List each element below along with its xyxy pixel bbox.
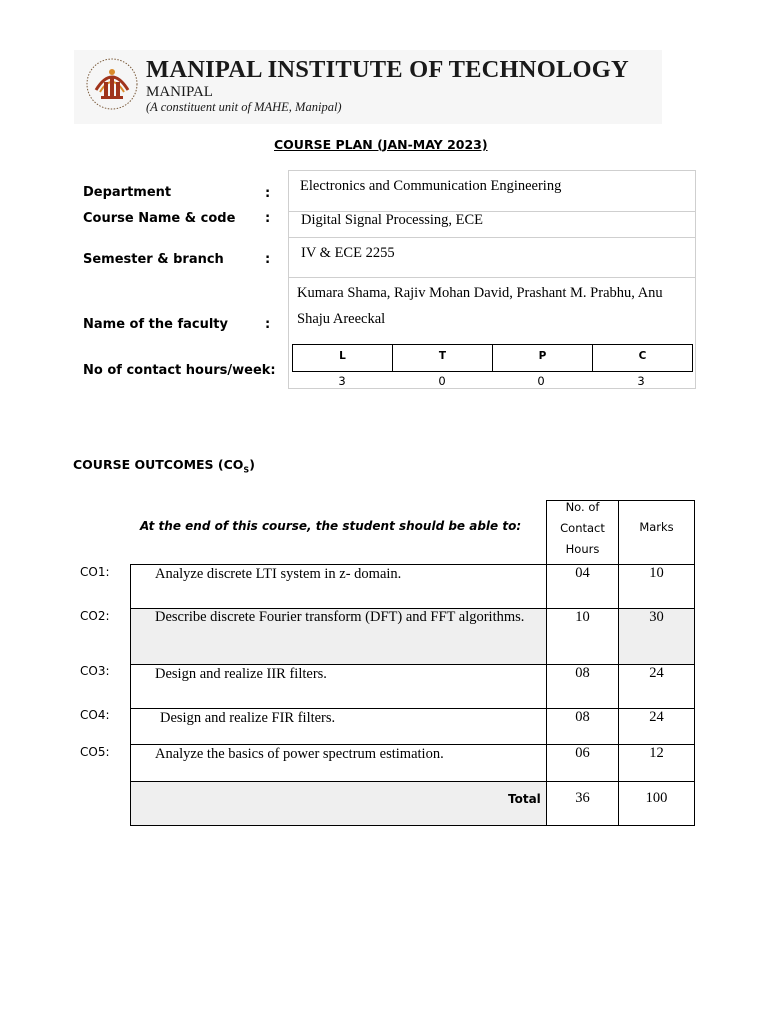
ltpc-header-t: T [393, 345, 493, 371]
semester-value: IV & ECE 2255 [301, 245, 395, 261]
total-marks: 100 [645, 790, 668, 806]
ltpc-header-c: C [638, 350, 647, 362]
colon: : [265, 252, 271, 267]
total-label: Total [508, 792, 541, 806]
ltpc-value-t: 0 [438, 374, 446, 388]
table-border [694, 500, 695, 826]
institution-name: MANIPAL INSTITUTE OF TECHNOLOGY [146, 56, 629, 83]
table-border [130, 564, 131, 826]
total-hours: 36 [575, 790, 590, 806]
course-value: Digital Signal Processing, ECE [301, 212, 484, 228]
course-plan-title: COURSE PLAN (JAN-MAY 2023) [274, 137, 488, 152]
co-id: CO3: [80, 664, 110, 678]
co-marks: 12 [649, 745, 664, 761]
table-border [618, 500, 619, 826]
co-id: CO5: [80, 745, 110, 759]
ltpc-header-p: P [493, 345, 593, 371]
co-id: CO2: [80, 609, 110, 623]
contact-hours-label: No of contact hours/week: [83, 363, 276, 378]
semester-label: Semester & branch [83, 252, 224, 267]
row-shade [130, 782, 546, 825]
column-header-marks: Marks [639, 520, 674, 534]
co-hours: 08 [575, 709, 590, 725]
co-description: Design and realize IIR filters. [155, 666, 327, 682]
outcomes-intro: At the end of this course, the student should be able to: [140, 519, 522, 533]
co-id: CO4: [80, 708, 110, 722]
course-label: Course Name & code [83, 211, 236, 226]
co-description: Analyze the basics of power spectrum estimation. [155, 746, 444, 762]
department-value: Electronics and Communication Engineering [300, 178, 562, 194]
ltpc-header-l: L [293, 345, 393, 371]
colon: : [265, 186, 271, 201]
faculty-value-line1: Kumara Shama, Rajiv Mohan David, Prashant M. Prabhu, Anu [297, 285, 663, 301]
co-hours: 10 [575, 609, 590, 625]
colon: : [265, 317, 271, 332]
course-outcomes-title: COURSE OUTCOMES $(CO_S)$ [73, 457, 255, 475]
faculty-value-line2: Shaju Areeckal [297, 311, 386, 327]
co-hours: 08 [575, 665, 590, 681]
column-header-hours: No. of Contact Hours [560, 500, 605, 556]
institution-unit: (A constituent unit of MAHE, Manipal) [146, 100, 342, 114]
department-label: Department [83, 185, 172, 200]
co-description: Design and realize FIR filters. [160, 710, 336, 726]
mit-emblem-icon [82, 56, 142, 112]
faculty-label: Name of the faculty [83, 317, 228, 332]
co-hours: 06 [575, 745, 590, 761]
co-id: CO1: [80, 565, 110, 579]
ltpc-value-c: 3 [637, 374, 645, 388]
ltpc-value-l: 3 [338, 374, 346, 388]
institution-city: MANIPAL [146, 84, 213, 100]
table-border [130, 825, 695, 826]
co-hours: 04 [575, 565, 590, 581]
co-marks: 24 [649, 665, 664, 681]
co-marks: 24 [649, 709, 664, 725]
co-description: Describe discrete Fourier transform (DFT) and FFT algorithms. [155, 609, 525, 625]
co-marks: 30 [649, 609, 664, 625]
ltpc-value-p: 0 [537, 374, 545, 388]
co-marks: 10 [649, 565, 664, 581]
co-description: Analyze discrete LTI system in z- domain. [155, 566, 402, 582]
ltpc-header-row [292, 344, 693, 372]
table-border [130, 781, 695, 782]
colon: : [265, 211, 271, 226]
